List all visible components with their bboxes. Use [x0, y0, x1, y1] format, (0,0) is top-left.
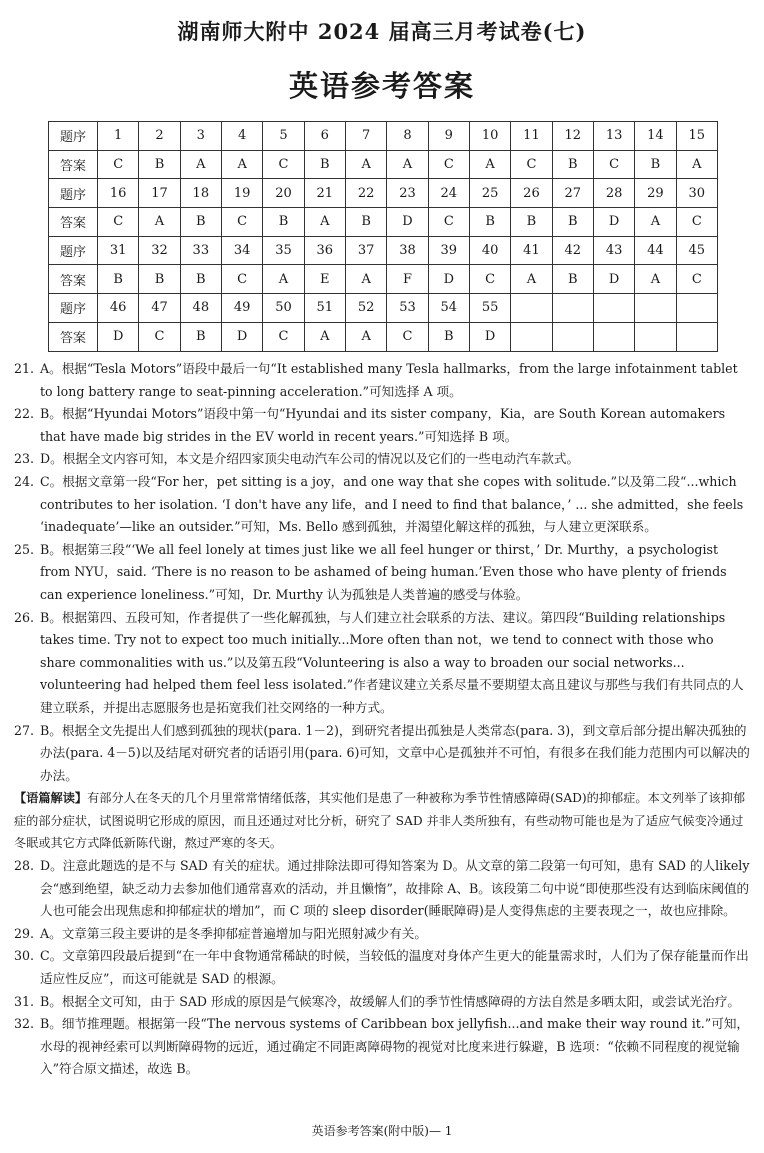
table-cell: 10: [469, 122, 510, 151]
table-cell: B: [263, 208, 304, 237]
table-cell: B: [428, 322, 469, 351]
table-cell: C: [139, 322, 180, 351]
explanation-item: [14, 471, 752, 539]
table-cell: 7: [345, 122, 386, 151]
table-cell: A: [304, 208, 345, 237]
row-label: 题序: [49, 294, 98, 323]
table-cell: 53: [387, 294, 428, 323]
explanation-item: [14, 991, 752, 1014]
table-cell: 1: [98, 122, 139, 151]
table-cell: 13: [593, 122, 634, 151]
table-cell: A: [345, 322, 386, 351]
table-cell: C: [221, 265, 262, 294]
table-cell: [552, 322, 593, 351]
explanation-item: [14, 539, 752, 607]
table-cell: [511, 322, 552, 351]
explanations-section: [14, 358, 752, 1081]
table-cell: 42: [552, 236, 593, 265]
table-cell: 4: [221, 122, 262, 151]
explanation-text: D。根据全文内容可知，本文是介绍四家顶尖电动汽车公司的情况以及它们的一些电动汽车款式。: [40, 451, 580, 467]
table-cell: B: [139, 265, 180, 294]
table-cell: A: [387, 150, 428, 179]
table-row: [49, 294, 718, 323]
table-cell: 26: [511, 179, 552, 208]
explanation-item: [14, 403, 752, 448]
row-label: 答案: [49, 322, 98, 351]
table-row: [49, 122, 718, 151]
table-cell: 21: [304, 179, 345, 208]
table-cell: 27: [552, 179, 593, 208]
question-number: 32.: [14, 1016, 35, 1032]
table-cell: [593, 322, 634, 351]
table-cell: D: [593, 265, 634, 294]
table-cell: 25: [469, 179, 510, 208]
table-row: [49, 208, 718, 237]
answer-table: [48, 121, 718, 352]
table-row: [49, 179, 718, 208]
table-cell: B: [180, 265, 221, 294]
page-footer: 英语参考答案(附中版)— 1: [311, 1124, 453, 1138]
table-cell: E: [304, 265, 345, 294]
table-cell: 22: [345, 179, 386, 208]
table-cell: A: [345, 265, 386, 294]
table-cell: 19: [221, 179, 262, 208]
table-cell: 6: [304, 122, 345, 151]
explanation-item: [14, 1013, 752, 1081]
table-cell: B: [139, 150, 180, 179]
table-cell: 12: [552, 122, 593, 151]
explanation-text: C。根据文章第一段“For her，pet sitting is a joy，and one way that she copes with solitude.”以及第二段“...which contributes to her isolation. ‘I don't have any life，and I need to find that balance，’ ... she admitted，she feels ‘inadequate’—like an outsider.”可知，Ms. Bello 感到孤独，并渴望化解这样的孤独，与人建立更深联系。: [40, 473, 744, 535]
table-cell: 43: [593, 236, 634, 265]
table-cell: D: [387, 208, 428, 237]
table-cell: 9: [428, 122, 469, 151]
table-cell: 41: [511, 236, 552, 265]
question-number: 24.: [14, 473, 35, 489]
explanation-text: B。根据全文可知，由于 SAD 形成的原因是气候寒冷，故缓解人们的季节性情感障碍的方法自然是多晒太阳，或尝试光治疗。: [40, 993, 740, 1009]
table-cell: C: [263, 322, 304, 351]
table-cell: A: [345, 150, 386, 179]
table-cell: 50: [263, 294, 304, 323]
table-cell: 34: [221, 236, 262, 265]
explanation-item: [14, 855, 752, 923]
explanation-item: [14, 720, 752, 788]
table-cell: 29: [635, 179, 676, 208]
table-cell: 5: [263, 122, 304, 151]
table-cell: 35: [263, 236, 304, 265]
doc-title: 英语参考答案: [288, 69, 475, 103]
explanation-text: B。细节推理题。根据第一段“The nervous systems of Caribbean box jellyfish...and make their way round it.”可知，水母的视神经索可以判断障碍物的远近，通过确定不同距离障碍物的视觉对比度来进行躲避，B 选项：“依赖不同程度的视觉输入”符合原文描述，故选 B。: [40, 1016, 750, 1077]
table-cell: A: [676, 150, 717, 179]
table-cell: C: [263, 150, 304, 179]
explanation-item: [14, 945, 752, 990]
table-cell: B: [180, 322, 221, 351]
table-cell: 37: [345, 236, 386, 265]
table-cell: C: [593, 150, 634, 179]
table-row: [49, 150, 718, 179]
table-cell: F: [387, 265, 428, 294]
table-cell: [676, 294, 717, 323]
explanation-text: D。注意此题选的是不与 SAD 有关的症状。通过排除法即可得知答案为 D。从文章的第二段第一句可知，患有 SAD 的人likely会“感到绝望，缺乏动力去参加他们通常喜欢的活动，并且懒惰”，故排除 A、B。该段第二句中说“即使那些没有达到临床阈值的人也可能会出现焦虑和抑郁症状的增加”，而 C 项的 sleep disorder(睡眠障碍)是人变得焦虑的主要表现之一，故也应排除。: [40, 858, 750, 919]
table-cell: 54: [428, 294, 469, 323]
row-label: 答案: [49, 265, 98, 294]
table-cell: C: [221, 208, 262, 237]
school-title: 湖南师大附中 2024 届高三月考试卷(七): [177, 19, 587, 44]
table-cell: A: [263, 265, 304, 294]
row-label: 题序: [49, 122, 98, 151]
table-cell: C: [676, 208, 717, 237]
table-cell: 44: [635, 236, 676, 265]
table-cell: 11: [511, 122, 552, 151]
table-cell: B: [469, 208, 510, 237]
table-cell: [593, 294, 634, 323]
table-cell: B: [635, 150, 676, 179]
table-cell: C: [511, 150, 552, 179]
table-cell: 33: [180, 236, 221, 265]
table-cell: C: [98, 150, 139, 179]
row-label: 题序: [49, 236, 98, 265]
question-number: 25.: [14, 541, 35, 557]
table-cell: A: [511, 265, 552, 294]
table-cell: B: [180, 208, 221, 237]
table-cell: [511, 294, 552, 323]
question-number: 22.: [14, 406, 35, 422]
table-cell: 55: [469, 294, 510, 323]
table-cell: 49: [221, 294, 262, 323]
table-cell: C: [428, 150, 469, 179]
question-number: 21.: [14, 361, 35, 376]
explanation-item: [14, 358, 752, 403]
table-cell: 24: [428, 179, 469, 208]
table-cell: B: [98, 265, 139, 294]
table-cell: D: [469, 322, 510, 351]
table-cell: 28: [593, 179, 634, 208]
table-cell: B: [552, 208, 593, 237]
table-cell: 14: [635, 122, 676, 151]
analysis-text: 有部分人在冬天的几个月里常常情绪低落，其实他们是患了一种被称为季节性情感障碍(SAD)的抑郁症。本文列举了该抑郁症的部分症状，试图说明它形成的原因，而且还通过对比分析，研究了 SAD 并非人类所独有，有些动物可能也是为了适应气候变冷通过冬眠或其它方式降低新陈代谢，熬过严寒的冬天。: [14, 791, 746, 851]
table-cell: C: [98, 208, 139, 237]
table-cell: B: [345, 208, 386, 237]
row-label: 答案: [49, 150, 98, 179]
table-cell: 3: [180, 122, 221, 151]
table-cell: B: [511, 208, 552, 237]
explanation-text: B。根据“Hyundai Motors”语段中第一句“Hyundai and its sister company，Kia，are South Korean automakers that have made big strides in the EV world in recent years.”可知选择 B 项。: [40, 406, 726, 444]
table-cell: A: [180, 150, 221, 179]
table-cell: B: [552, 265, 593, 294]
table-cell: 45: [676, 236, 717, 265]
explanation-item: [14, 448, 752, 471]
table-cell: 38: [387, 236, 428, 265]
table-cell: 36: [304, 236, 345, 265]
question-number: 28.: [14, 858, 35, 874]
table-cell: D: [428, 265, 469, 294]
row-label: 题序: [49, 179, 98, 208]
table-cell: A: [304, 322, 345, 351]
question-number: 31.: [14, 993, 35, 1009]
question-number: 23.: [14, 451, 35, 467]
table-cell: A: [221, 150, 262, 179]
table-row: [49, 265, 718, 294]
table-cell: 47: [139, 294, 180, 323]
explanation-text: B。根据第四、五段可知，作者提供了一些化解孤独，与人们建立社会联系的方法、建议。第四段“Building relationships takes time. Try not to expect too much initially...More often than not，we tend to connect with those who share commonalities with us.”以及第五段“Volunteering is also a way to broaden our social networks... volunteering had helped them feel less isolated.”作者建议建立关系尽量不要期望太高且建议与那些与我们有共同点的人建立联系，并提出志愿服务也是拓宽我们社交网络的一种方式。: [40, 609, 744, 715]
table-cell: 31: [98, 236, 139, 265]
explanation-text: C。文章第四段最后提到“在一年中食物通常稀缺的时候，当较低的温度对身体产生更大的能量需求时，人们为了保存能量而作出适应性反应”，而这可能就是 SAD 的根源。: [40, 948, 749, 987]
table-cell: 17: [139, 179, 180, 208]
table-row: [49, 322, 718, 351]
table-cell: B: [552, 150, 593, 179]
analysis-tag: 【语篇解读】: [14, 791, 88, 806]
table-cell: D: [593, 208, 634, 237]
explanation-text: B。根据第三段“‘We all feel lonely at times just like we all feel hunger or thirst，’ Dr. Murthy，a psychologist from NYU，said. ‘There is no reason to be ashamed of being human.’Even those who have plenty of friends can experience loneliness.”可知，Dr. Murthy 认为孤独是人类普遍的感受与体验。: [40, 541, 727, 602]
explanation-item: [14, 923, 752, 946]
table-cell: C: [676, 265, 717, 294]
table-row: [49, 236, 718, 265]
question-number: 26.: [14, 609, 35, 625]
explanation-text: B。根据全文先提出人们感到孤独的现状(para. 1－2)，到研究者提出孤独是人类常态(para. 3)，到文章后部分提出解决孤独的办法(para. 4－5)以及结尾对研究者的话语引用(para. 6)可知，文章中心是孤独并不可怕，有很多在我们能力范围内可以解决的办法。: [40, 722, 750, 783]
passage-analysis: [14, 787, 752, 855]
table-cell: A: [635, 265, 676, 294]
explanation-item: [14, 607, 752, 720]
table-cell: [635, 294, 676, 323]
table-cell: 20: [263, 179, 304, 208]
table-cell: 32: [139, 236, 180, 265]
table-cell: 18: [180, 179, 221, 208]
table-cell: A: [139, 208, 180, 237]
table-cell: D: [98, 322, 139, 351]
table-cell: 30: [676, 179, 717, 208]
table-cell: B: [304, 150, 345, 179]
table-cell: 40: [469, 236, 510, 265]
question-number: 30.: [14, 948, 35, 964]
table-cell: C: [387, 322, 428, 351]
table-cell: [635, 322, 676, 351]
table-cell: C: [469, 265, 510, 294]
table-cell: [552, 294, 593, 323]
table-cell: 8: [387, 122, 428, 151]
table-cell: D: [221, 322, 262, 351]
row-label: 答案: [49, 208, 98, 237]
table-cell: 51: [304, 294, 345, 323]
table-cell: 48: [180, 294, 221, 323]
table-cell: C: [428, 208, 469, 237]
question-number: 29.: [14, 925, 35, 941]
table-cell: 2: [139, 122, 180, 151]
table-cell: [676, 322, 717, 351]
question-number: 27.: [14, 722, 35, 738]
explanation-text: A。文章第三段主要讲的是冬季抑郁症普遍增加与阳光照射减少有关。: [40, 925, 427, 941]
table-cell: 46: [98, 294, 139, 323]
table-cell: A: [635, 208, 676, 237]
table-cell: 52: [345, 294, 386, 323]
table-cell: 16: [98, 179, 139, 208]
explanation-text: A。根据“Tesla Motors”语段中最后一句“It established many Tesla hallmarks，from the large infotainment tablet to long battery range to seat-pinning acceleration.”可知选择 A 项。: [40, 361, 738, 399]
table-cell: 39: [428, 236, 469, 265]
table-cell: 15: [676, 122, 717, 151]
table-cell: A: [469, 150, 510, 179]
table-cell: 23: [387, 179, 428, 208]
